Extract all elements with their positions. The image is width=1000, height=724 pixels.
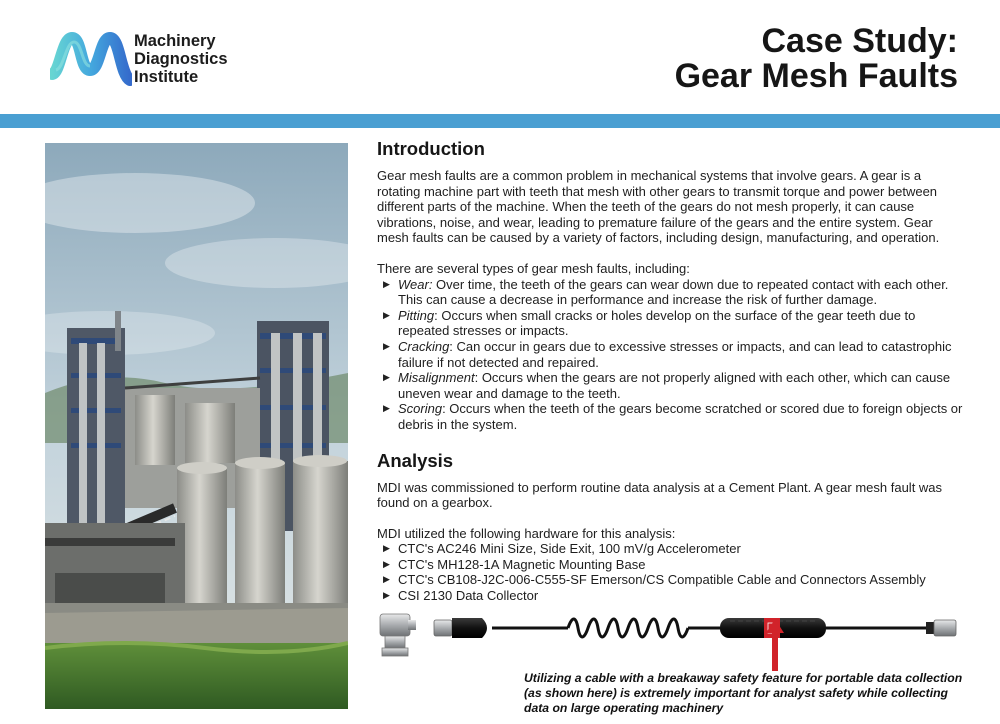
hardware-list	[377, 541, 967, 603]
fault-types-lead: There are several types of gear mesh faults, including:	[377, 260, 690, 276]
hardware-item: CTC's AC246 Mini Size, Side Exit, 100 mV/g Accelerometer	[398, 541, 741, 557]
cable-connector-right-icon	[926, 620, 956, 636]
bullet-arrow-icon: ▶	[383, 309, 390, 320]
page-title	[675, 24, 958, 94]
list-item	[377, 557, 967, 573]
title-line-1: Case Study:	[761, 22, 958, 60]
sensor-cable-illustration	[378, 612, 968, 658]
bullet-arrow-icon: ▶	[383, 590, 390, 601]
accelerometer-icon	[380, 614, 416, 656]
main-content	[377, 139, 967, 604]
bullet-arrow-icon: ▶	[383, 558, 390, 569]
bullet-arrow-icon: ▶	[383, 278, 390, 289]
bullet-arrow-icon: ▶	[383, 574, 390, 585]
analysis-paragraph: MDI was commissioned to perform routine data analysis at a Cement Plant. A gear mesh fault was found on a gearbox.	[377, 479, 943, 511]
title-line-2: Gear Mesh Faults	[674, 57, 958, 95]
cement-plant-photo	[45, 143, 348, 709]
red-pointer-arrow-icon	[765, 619, 785, 671]
list-item	[377, 308, 967, 339]
logo-line-3: Institute	[134, 68, 199, 86]
hardware-item: CSI 2130 Data Collector	[398, 588, 539, 604]
bullet-arrow-icon: ▶	[383, 340, 390, 351]
mdi-logo	[50, 30, 250, 86]
list-item	[377, 339, 967, 370]
fault-description: : Occurs when the gears are not properly aligned with each other, which can cause uneven wear and damage to the teeth.	[398, 370, 951, 401]
list-item	[377, 401, 967, 432]
bullet-arrow-icon: ▶	[383, 543, 390, 554]
fault-description: : Occurs when the teeth of the gears become scratched or scored due to foreign objects or debris in the system.	[398, 401, 963, 432]
logo-line-1: Machinery	[134, 32, 216, 50]
list-item	[377, 572, 967, 588]
mdi-logo-mark-icon	[50, 30, 132, 86]
image-caption: Utilizing a cable with a breakaway safety feature for portable data collection (as shown here) is extremely important for analyst safety while collecting data on large operating machinery	[524, 671, 963, 715]
list-item	[377, 277, 967, 308]
analysis-heading: Analysis	[377, 449, 454, 471]
hardware-lead: MDI utilized the following hardware for this analysis:	[377, 525, 676, 541]
logo-line-2: Diagnostics	[134, 50, 228, 68]
bullet-arrow-icon: ▶	[383, 403, 390, 414]
fault-description: Over time, the teeth of the gears can wear down due to repeated contact with each other. This can cause a decrease in performance and increase the risk of further damage.	[398, 276, 949, 308]
introduction-paragraph: Gear mesh faults are a common problem in mechanical systems that involve gears. A gear is a rotating machine part with teeth that mesh with other gears to transmit torque and power between different parts of the machine. When the teeth of the gears do not mesh properly, it can cause vibrations, noise, and wear, leading to premature failure of the gears and the entire system. Gear mesh faults can be caused by a variety of factors, including design, manufacturing, and operation.	[377, 168, 940, 246]
cement-plant-illustration	[45, 143, 348, 709]
cable-connector-left-icon	[434, 618, 487, 638]
fault-description: : Occurs when small cracks or holes develop on the surface of the gear teeth due to repeated stresses or impacts.	[398, 307, 916, 339]
logo-text	[134, 32, 228, 86]
fault-term: Wear:	[398, 276, 433, 292]
fault-description: : Can occur in gears due to excessive stresses or impacts, and can lead to catastrophic failure if not detected and repaired.	[398, 338, 952, 370]
list-item	[377, 541, 967, 557]
fault-types-list	[377, 277, 967, 433]
hardware-item: CTC's CB108-J2C-006-C555-SF Emerson/CS Compatible Cable and Connectors Assembly	[398, 572, 926, 588]
fault-term: Cracking	[398, 338, 450, 354]
bullet-arrow-icon: ▶	[383, 372, 390, 383]
list-item	[377, 370, 967, 401]
header-band	[0, 114, 1000, 128]
introduction-heading: Introduction	[377, 138, 485, 159]
fault-term: Misalignment	[398, 370, 475, 386]
fault-term: Pitting	[398, 307, 435, 323]
hardware-item: CTC's MH128-1A Magnetic Mounting Base	[398, 556, 646, 572]
fault-term: Scoring	[398, 401, 443, 417]
list-item	[377, 588, 967, 604]
coiled-cable-segment	[568, 619, 688, 637]
